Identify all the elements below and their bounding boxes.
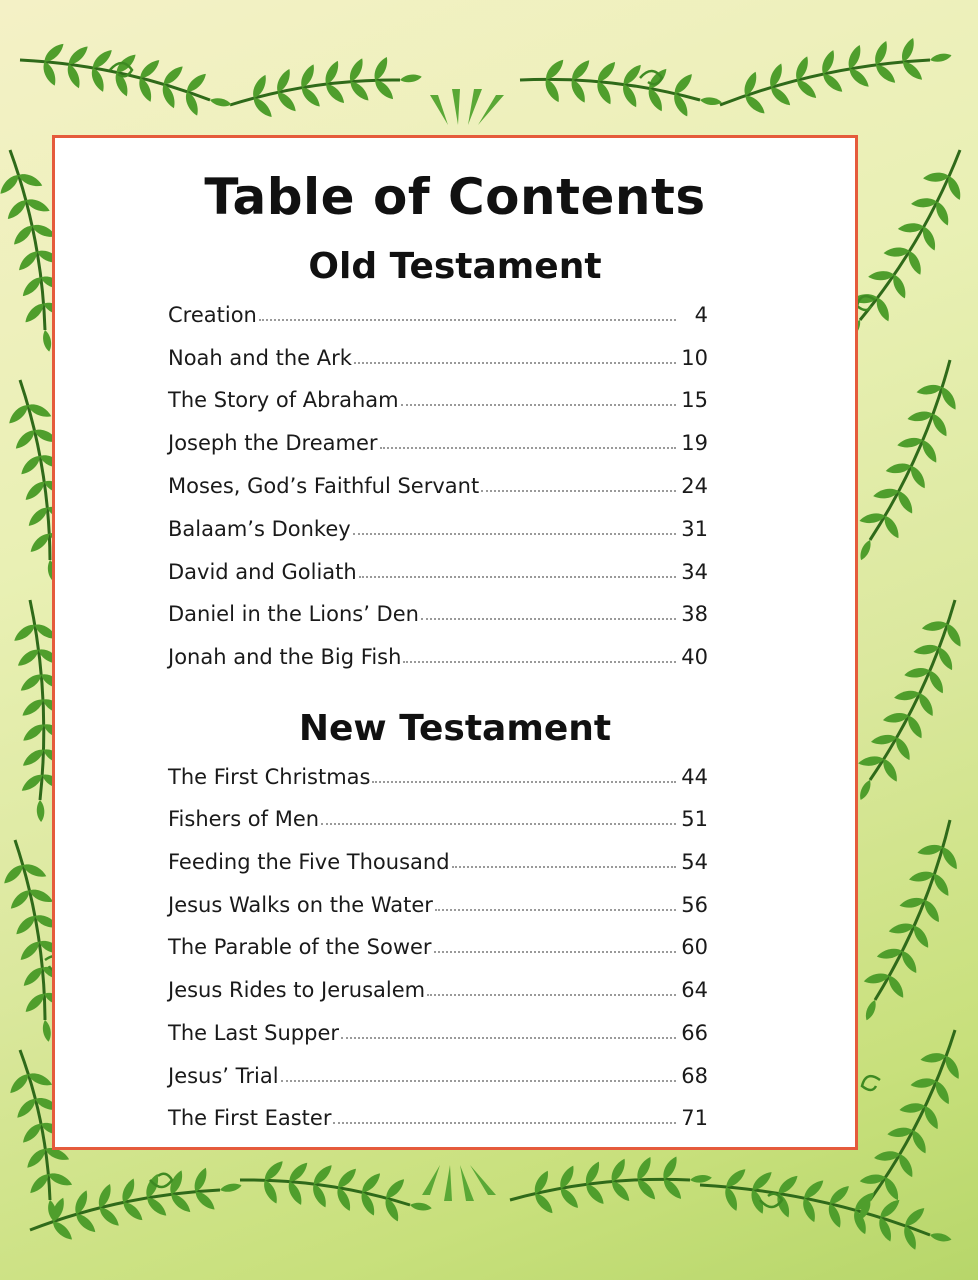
new-testament-heading: New Testament [298,708,612,749]
entry-page: 15 [681,388,708,413]
entry-page: 4 [694,302,708,327]
entry-title: Creation [168,302,257,327]
toc-entry[interactable] [168,504,708,547]
toc-entry[interactable] [168,1051,708,1094]
old-testament-list [168,290,708,675]
entry-page: 38 [681,602,708,627]
leader-dots [281,1080,676,1082]
leader-dots [427,994,676,996]
entry-page: 34 [681,559,708,584]
leader-dots [333,1122,676,1124]
page-title: Table of Contents [204,168,706,226]
old-testament-heading: Old Testament [308,246,602,287]
toc-entry[interactable] [168,333,708,376]
toc-entry[interactable] [168,965,708,1008]
toc-entry[interactable] [168,461,708,504]
leader-dots [259,319,676,321]
entry-title: Joseph the Dreamer [168,431,378,456]
leader-dots [359,576,676,578]
entry-page: 51 [681,807,708,832]
entry-page: 64 [681,978,708,1003]
leader-dots [481,490,676,492]
entry-title: Jesus Walks on the Water [168,892,433,917]
entry-page: 19 [681,431,708,456]
leader-dots [452,866,676,868]
toc-entry[interactable] [168,1094,708,1137]
toc-entry[interactable] [168,376,708,419]
leader-dots [380,447,677,449]
entry-page: 66 [681,1020,708,1045]
leader-dots [434,951,676,953]
entry-page: 60 [681,935,708,960]
entry-title: Jesus Rides to Jerusalem [168,978,426,1003]
leader-dots [435,909,676,911]
new-testament-list [168,752,708,1136]
leader-dots [372,781,676,783]
leader-dots [421,618,676,620]
entry-title: David and Goliath [168,559,357,584]
entry-page: 24 [681,473,708,498]
entry-title: The Parable of the Sower [168,935,432,960]
entry-title: Fishers of Men [168,807,320,832]
entry-title: The Story of Abraham [168,388,399,413]
leader-dots [321,823,676,825]
entry-page: 56 [681,892,708,917]
entry-title: The First Easter [168,1106,332,1131]
entry-page: 68 [681,1063,708,1088]
toc-entry[interactable] [168,795,708,838]
toc-entry[interactable] [168,880,708,923]
leader-dots [341,1037,676,1039]
entry-title: Jonah and the Big Fish [168,645,402,670]
toc-entry[interactable] [168,547,708,590]
entry-page: 40 [681,645,708,670]
toc-entry[interactable] [168,923,708,966]
toc-entry[interactable] [168,632,708,675]
entry-title: Moses, God’s Faithful Servant [168,473,480,498]
toc-entry[interactable] [168,752,708,795]
entry-title: Balaam’s Donkey [168,516,351,541]
entry-page: 71 [681,1106,708,1131]
entry-page: 31 [681,516,708,541]
leader-dots [354,362,676,364]
entry-title: Noah and the Ark [168,345,352,370]
entry-page: 54 [681,850,708,875]
toc-entry[interactable] [168,837,708,880]
entry-page: 44 [681,764,708,789]
leader-dots [401,404,676,406]
entry-title: Jesus’ Trial [168,1063,279,1088]
toc-entry[interactable] [168,418,708,461]
toc-entry[interactable] [168,1008,708,1051]
leader-dots [403,661,676,663]
toc-entry[interactable] [168,590,708,633]
entry-title: Feeding the Five Thousand [168,850,450,875]
leader-dots [353,533,676,535]
toc-entry[interactable] [168,290,708,333]
entry-title: The First Christmas [168,764,371,789]
entry-title: Daniel in the Lions’ Den [168,602,419,627]
entry-title: The Last Supper [168,1020,340,1045]
entry-page: 10 [681,345,708,370]
